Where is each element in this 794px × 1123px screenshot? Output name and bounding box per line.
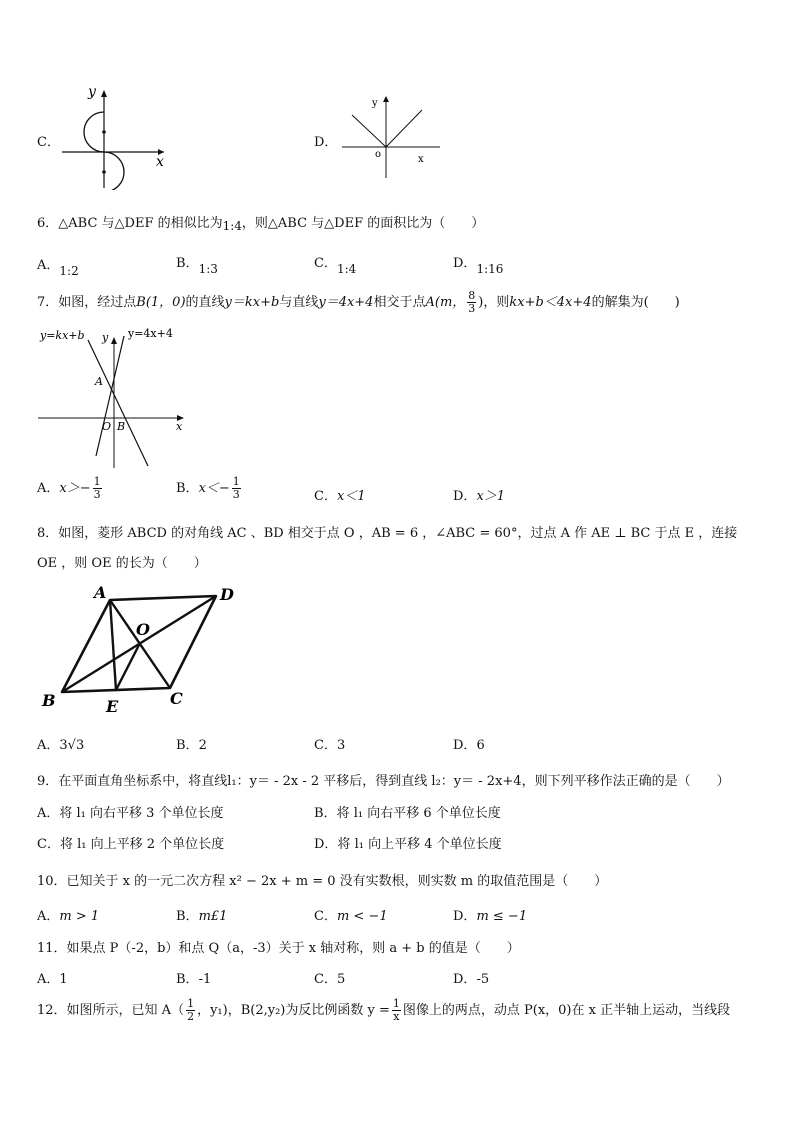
q6-text2: ，则△ABC 与△DEF 的面积比为（ ） — [241, 216, 485, 231]
q7-origin: O — [102, 420, 112, 433]
q8-label-a: A — [94, 583, 107, 602]
q10-option-c[interactable]: C．m < −1 — [314, 909, 388, 924]
q11-stem: 11．如果点 P（-2，b）和点 Q（a，-3）关于 x 轴对称，则 a + b 的值是（ ） — [37, 941, 520, 956]
q8-label-c: C — [170, 689, 183, 708]
q8-label-d: D — [220, 585, 234, 604]
q8-option-c[interactable]: C．3 — [314, 738, 346, 753]
q8-label-e: E — [106, 697, 119, 716]
q6-stem — [37, 212, 484, 233]
q8-stem-line2: OE ，则 OE 的长为（ ） — [37, 556, 207, 571]
q5-c-x-label: x — [156, 154, 164, 170]
q6-ratio: 1:4 — [222, 219, 242, 233]
q9-option-d[interactable]: D．将 l₁ 向上平移 4 个单位长度 — [314, 837, 502, 852]
q7-y-label: y — [102, 331, 109, 344]
q5-d-y-label: y — [372, 98, 378, 109]
q11-option-b[interactable]: B．-1 — [176, 972, 212, 987]
q8-label-b: B — [42, 691, 56, 710]
q5-figure-d — [338, 92, 444, 180]
q8-option-a[interactable]: A．3√3 — [37, 738, 85, 753]
q8-option-d[interactable]: D．6 — [453, 738, 485, 753]
q7-line1-label: y=kx+b — [40, 329, 85, 342]
q7-figure — [36, 326, 190, 472]
q8-stem-line1: 8．如图，菱形 ABCD 的对角线 AC 、BD 相交于点 O ，AB = 6 ，∠ABC = 60°，过点 A 作 AE ⊥ BC 于点 E ，连接 — [37, 526, 738, 541]
q8-option-b[interactable]: B．2 — [176, 738, 207, 753]
q7-point-a: A — [95, 375, 103, 388]
q7-line2-label: y=4x+4 — [128, 327, 173, 340]
q8-figure — [36, 580, 246, 716]
q10-option-a[interactable]: A．m > 1 — [37, 909, 100, 924]
q6-option-c[interactable]: C．1:4 — [314, 256, 357, 276]
q7-x-label: x — [176, 420, 183, 433]
q8-label-o: O — [136, 620, 150, 639]
q5-figure-c — [60, 84, 172, 190]
q7-option-d[interactable]: D．x＞1 — [453, 489, 506, 504]
q11-option-c[interactable]: C．5 — [314, 972, 346, 987]
q7-fraction: $\frac{8}{3}$ — [468, 289, 476, 315]
q10-stem: 10．已知关于 x 的一元二次方程 x² − 2x + m = 0 没有实数根，则实数 m 的取值范围是（ ） — [37, 874, 608, 889]
q7-option-b[interactable]: B．x＜− $\frac{1}{3}$ — [176, 475, 240, 501]
q5-option-c-label: C． — [37, 135, 60, 150]
q9-option-a[interactable]: A．将 l₁ 向右平移 3 个单位长度 — [37, 806, 224, 821]
q10-option-b[interactable]: B．m£1 — [176, 909, 228, 924]
q5-d-origin-label: o — [375, 149, 382, 160]
q11-option-a[interactable]: A．1 — [37, 972, 68, 987]
q7-option-c[interactable]: C．x＜1 — [314, 489, 366, 504]
q5-option-d-label: D． — [314, 135, 338, 150]
q6-text: 6．△ABC 与△DEF 的相似比为 — [37, 216, 223, 231]
q6-option-a[interactable]: A．1:2 — [37, 258, 79, 278]
q5-d-x-label: x — [418, 154, 424, 165]
q5-c-y-label: y — [88, 84, 96, 100]
q9-option-c[interactable]: C．将 l₁ 向上平移 2 个单位长度 — [37, 837, 225, 852]
q7-stem: 7．如图，经过点B(1，0)的直线y＝kx+b与直线y＝4x+4相交于点A(m， $\frac{8}{3}$ )，则kx+b＜4x+4的解集为( ) — [37, 289, 680, 315]
q9-stem: 9．在平面直角坐标系中，将直线l₁：y＝ - 2x - 2 平移后，得到直线 l₂：y＝ - 2x+4，则下列平移作法正确的是（ ） — [37, 774, 730, 789]
q12-stem: 12．如图所示，已知 A（ $\frac{1}{2}$ ，y₁)，B(2,y₂)为反比例函数 y = $\frac{1}{x}$ 图像上的两点，动点 P(x，0)在 x 正半轴上运动，当线段 — [37, 997, 731, 1023]
q10-option-d[interactable]: D．m ≤ −1 — [453, 909, 528, 924]
q7-option-a[interactable]: A．x＞− $\frac{1}{3}$ — [37, 475, 101, 501]
q11-option-d[interactable]: D．-5 — [453, 972, 490, 987]
q6-option-d[interactable]: D．1:16 — [453, 256, 504, 276]
q7-point-b: B — [117, 420, 126, 433]
q9-option-b[interactable]: B．将 l₁ 向右平移 6 个单位长度 — [314, 806, 501, 821]
q6-option-b[interactable]: B．1:3 — [176, 256, 218, 276]
